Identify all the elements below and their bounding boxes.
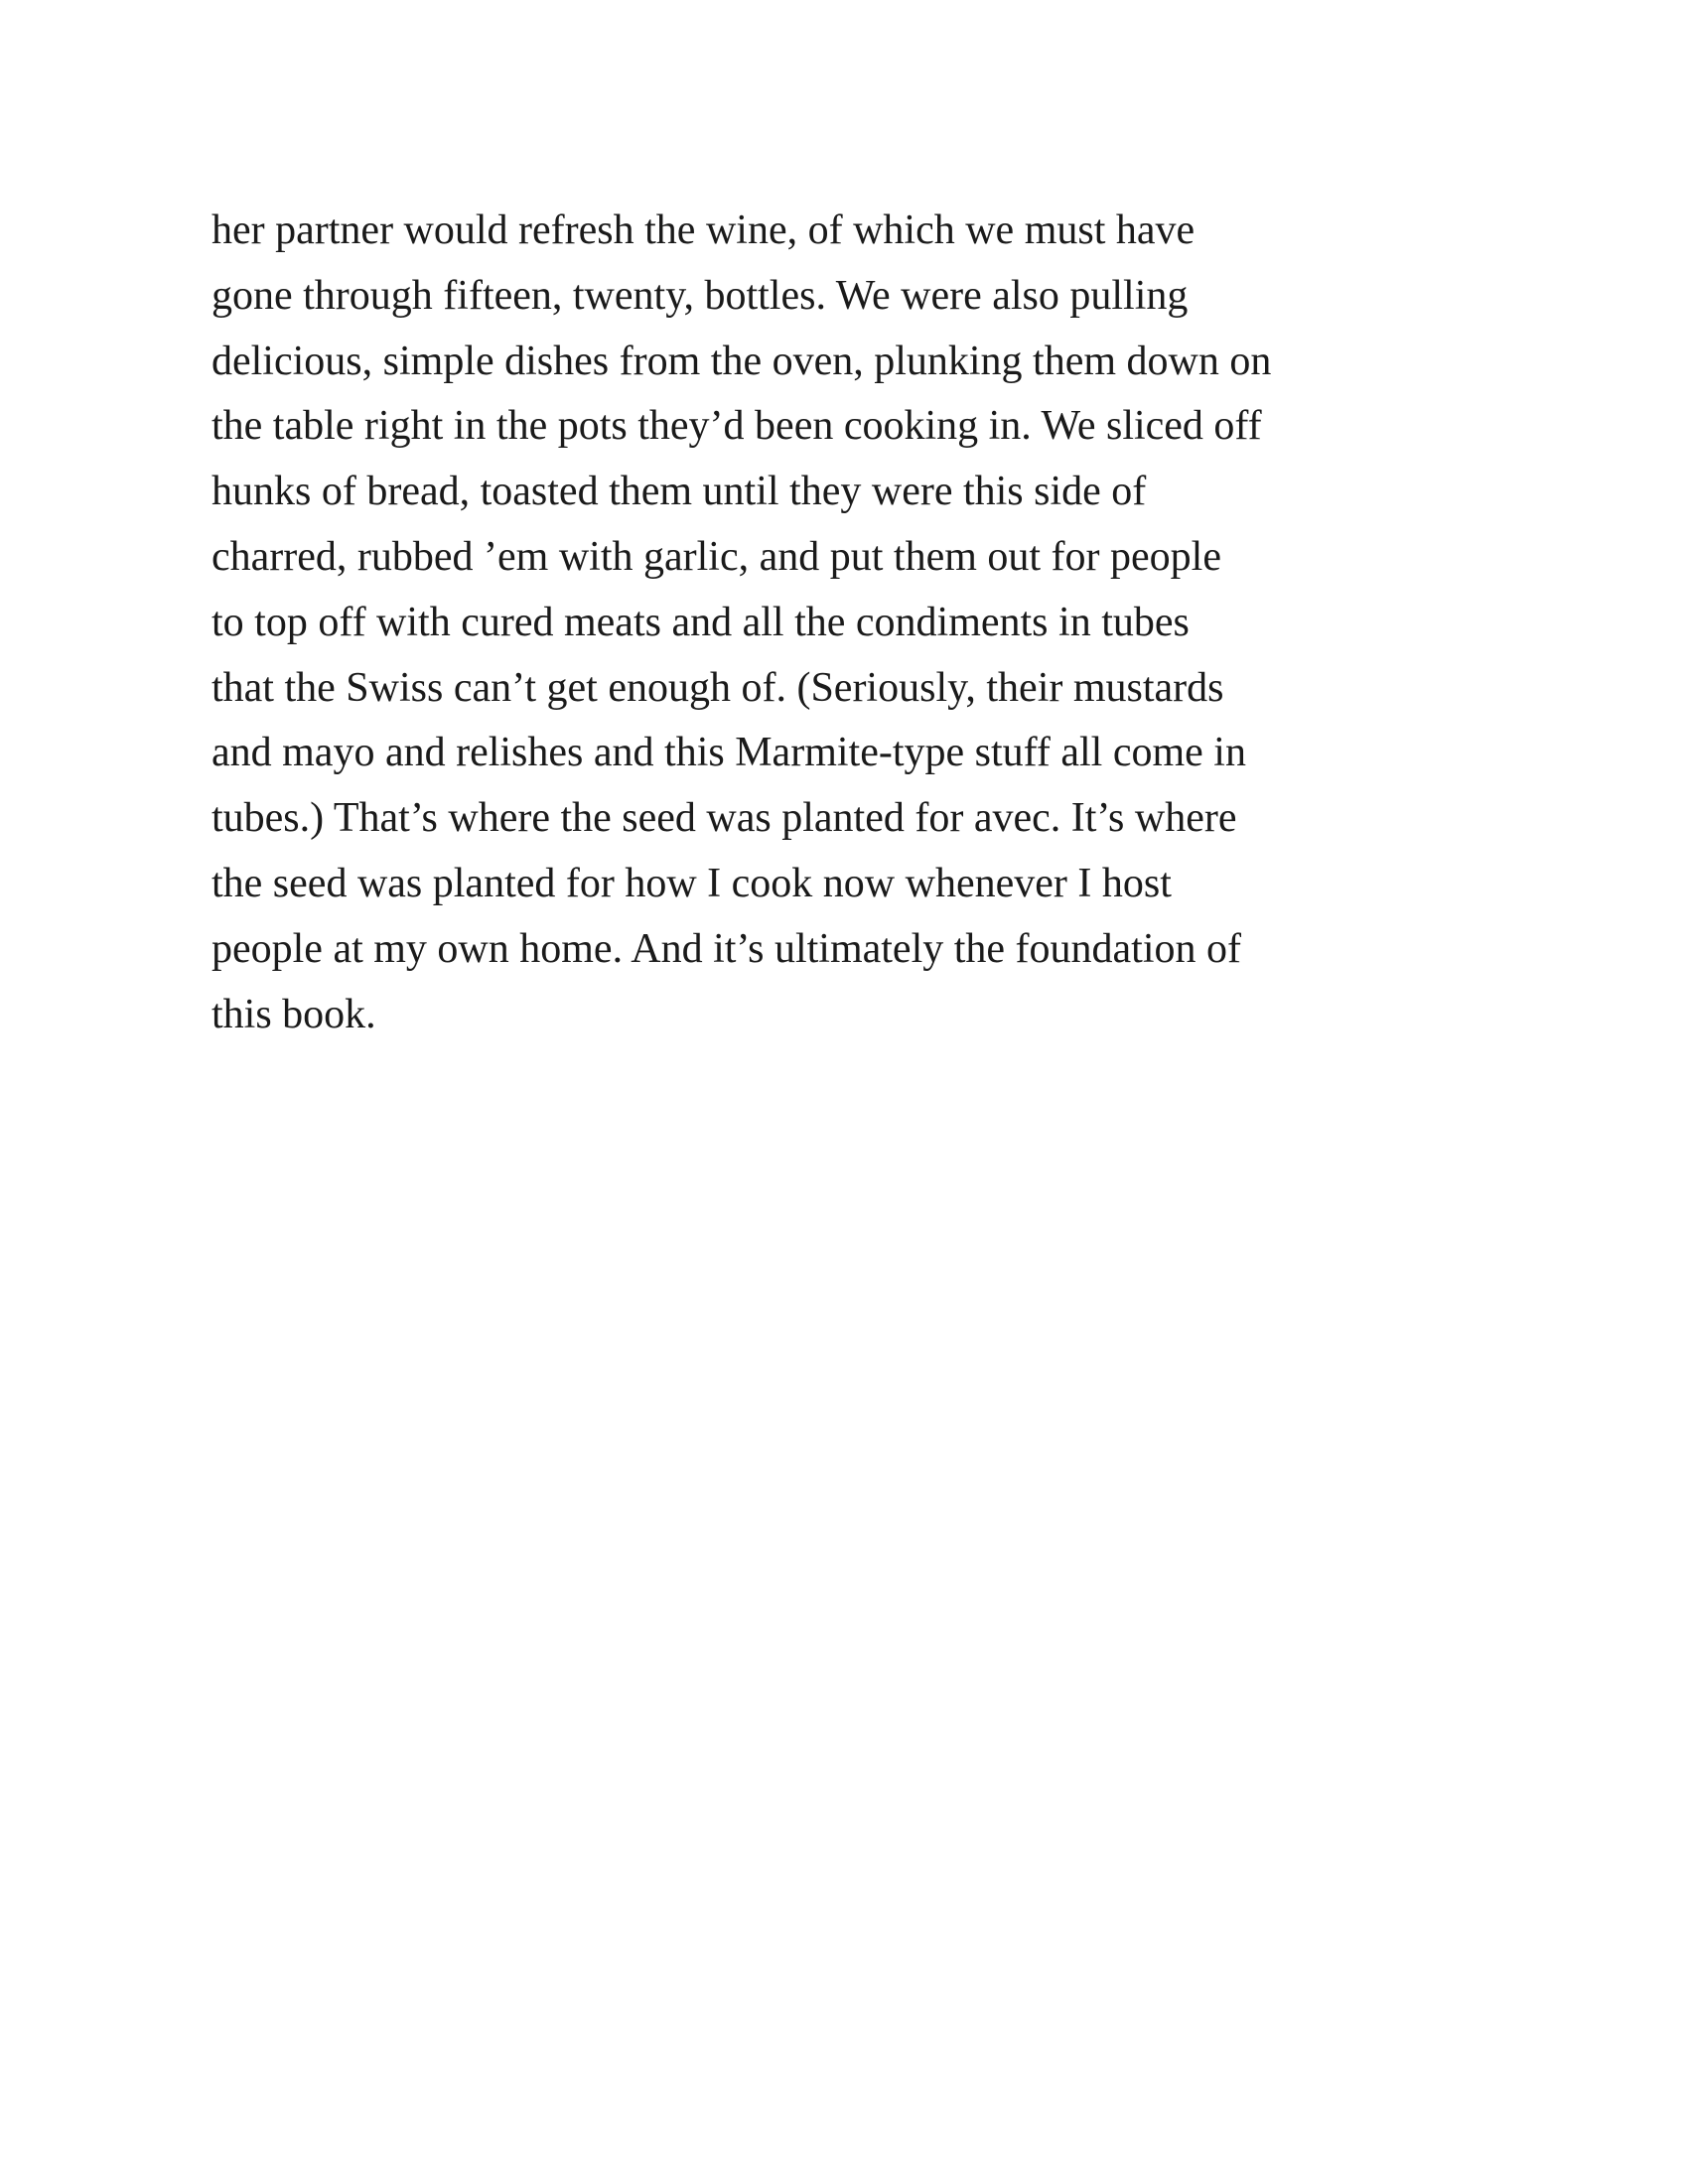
paragraph-line: and mayo and relishes and this Marmite-type stuff all come in xyxy=(211,730,1246,776)
paragraph-line: the seed was planted for how I cook now whenever I host xyxy=(211,860,1172,906)
paragraph-line: people at my own home. And it’s ultimately the foundation of xyxy=(211,925,1241,972)
paragraph-line: that the Swiss can’t get enough of. (Seriously, their mustards xyxy=(211,664,1224,711)
paragraph-line: to top off with cured meats and all the condiments in tubes xyxy=(211,599,1190,645)
paragraph-line: tubes.) That’s where the seed was planted for avec. It’s where xyxy=(211,795,1237,842)
paragraph-line: gone through fifteen, twenty, bottles. We were also pulling xyxy=(211,272,1189,319)
paragraph-line: charred, rubbed ’em with garlic, and put them out for people xyxy=(211,533,1221,580)
body-paragraph xyxy=(211,199,1502,1047)
paragraph-line: hunks of bread, toasted them until they were this side of xyxy=(211,469,1147,515)
paragraph-line: delicious, simple dishes from the oven, plunking them down on xyxy=(211,338,1272,384)
paragraph-line: the table right in the pots they’d been cooking in. We sliced off xyxy=(211,403,1262,450)
paragraph-line: this book. xyxy=(211,991,376,1037)
paragraph-line: her partner would refresh the wine, of which we must have xyxy=(211,207,1196,253)
